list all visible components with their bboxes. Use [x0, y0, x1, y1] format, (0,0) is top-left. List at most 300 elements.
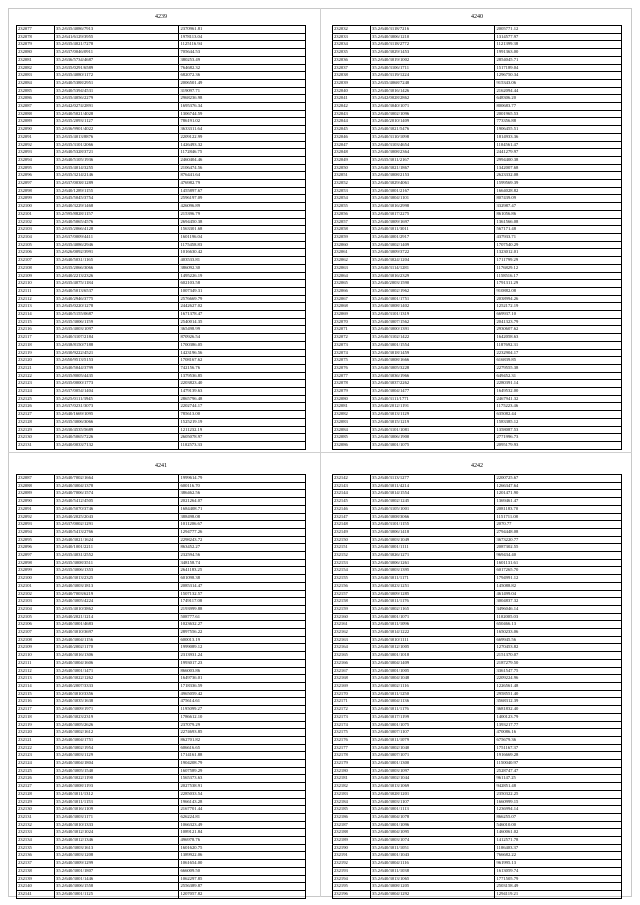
table-row [17, 775, 306, 783]
table-row [333, 790, 622, 798]
row-id-cell: 232106 [17, 249, 55, 257]
code-cell: 35.2/640/3003/1107 [371, 798, 495, 806]
table-row [333, 806, 622, 814]
row-id-cell: 232069 [333, 311, 371, 319]
code-cell: 35.2/640/3113/1277 [371, 475, 495, 483]
table-row [17, 760, 306, 768]
table-row [333, 721, 622, 729]
code-cell: 35.2/640/3016/2329 [371, 272, 495, 280]
row-id-cell: 232109 [17, 272, 55, 280]
table-row [17, 272, 306, 280]
code-cell: 35.2/640/5013/6537 [55, 287, 179, 295]
amount-cell: 1460061.02 [495, 829, 622, 837]
code-cell: 35.2/640/3004/1116 [371, 860, 495, 868]
amount-cell: 2623332.08 [495, 172, 622, 180]
quadrant-title: 4242 [471, 463, 483, 469]
table-row [333, 334, 622, 342]
amount-cell: 1906455.51 [495, 126, 622, 134]
table-row [333, 241, 622, 249]
row-id-cell: 232090 [17, 126, 55, 134]
table-row [333, 706, 622, 714]
code-cell: 35.2/595/8828/1157 [55, 210, 179, 218]
amount-cell: 1583385.12 [495, 418, 622, 426]
amount-cell: 666009.50 [179, 867, 306, 875]
row-id-cell: 232154 [333, 567, 371, 575]
row-id-cell: 232035 [333, 49, 371, 57]
row-id-cell: 232117 [17, 334, 55, 342]
table-row [17, 280, 306, 288]
row-id-cell: 232103 [17, 226, 55, 234]
code-cell: 35.2/640/3040/1071 [371, 103, 495, 111]
row-id-cell: 232039 [333, 79, 371, 87]
code-cell: 35.2/640/3003/1049 [371, 536, 495, 544]
table-row [333, 210, 622, 218]
code-cell: 35.2/640/2010/1409 [371, 118, 495, 126]
code-cell: 35.2/635/3011/2167 [371, 156, 495, 164]
quadrant-title: 4241 [155, 463, 167, 469]
row-id-cell: 232093 [17, 521, 55, 529]
table-row [17, 644, 306, 652]
table-row [333, 141, 622, 149]
amount-cell: 1061654.00 [179, 860, 306, 868]
table-row [17, 567, 306, 575]
code-cell: 35.2/640/3012/1346 [55, 837, 179, 845]
row-id-cell: 232078 [17, 33, 55, 41]
code-cell: 35.2/640/3011/1312 [55, 790, 179, 798]
row-id-cell: 232083 [333, 418, 371, 426]
row-id-cell: 232136 [17, 852, 55, 860]
amount-cell: 1601620.75 [179, 844, 306, 852]
code-cell: 35.2/640/3008/1193 [55, 783, 179, 791]
row-id-cell: 232131 [17, 441, 55, 449]
row-id-cell: 232105 [17, 241, 55, 249]
table-row [17, 752, 306, 760]
row-id-cell: 232178 [333, 752, 371, 760]
row-id-cell: 232102 [17, 218, 55, 226]
amount-cell: 215396.79 [179, 210, 306, 218]
code-cell: 35.2/640/3007/1107 [371, 729, 495, 737]
code-cell: 35.2/640/5031/1165 [55, 257, 179, 265]
amount-cell: 1642058.63 [495, 334, 622, 342]
row-id-cell: 232082 [17, 64, 55, 72]
code-cell: 35.2/640/7006/1574 [55, 490, 179, 498]
amount-cell: 546010.00 [495, 821, 622, 829]
row-id-cell: 232144 [333, 490, 371, 498]
row-id-cell: 232141 [17, 890, 55, 898]
row-id-cell: 232123 [17, 380, 55, 388]
code-cell: 35.2/640/3004/1101 [371, 195, 495, 203]
row-id-cell: 232042 [333, 103, 371, 111]
table-row [17, 528, 306, 536]
table-row [333, 875, 622, 883]
amount-cell: 380253.49 [179, 56, 306, 64]
code-cell: 35.2/640/3004/1048 [371, 675, 495, 683]
amount-cell: 2285033.54 [179, 790, 306, 798]
amount-cell: 1104561.47 [495, 141, 622, 149]
code-cell: 35.2/640/3003/1613 [55, 844, 179, 852]
row-id-cell: 232128 [17, 790, 55, 798]
code-cell: 35.2/637/0054/1404 [55, 388, 179, 396]
table-row [17, 64, 306, 72]
row-id-cell: 232089 [17, 118, 55, 126]
code-cell: 35.2/640/3001/1018 [371, 652, 495, 660]
row-id-cell: 232096 [17, 172, 55, 180]
amount-cell: 1507132.57 [179, 590, 306, 598]
table-row [17, 441, 306, 449]
row-id-cell: 232192 [333, 860, 371, 868]
code-cell: 35.2/640/3118/2772 [371, 41, 495, 49]
amount-cell: 1379536.85 [179, 372, 306, 380]
code-cell: 35.2/650/9513/5153 [55, 357, 179, 365]
row-id-cell: 232092 [17, 141, 55, 149]
code-cell: 35.2/640/3004/1136 [371, 698, 495, 706]
row-id-cell: 232185 [333, 806, 371, 814]
table-row [17, 821, 306, 829]
row-id-cell: 232164 [333, 644, 371, 652]
amount-cell: 1749117.08 [179, 598, 306, 606]
table-row [333, 380, 622, 388]
table-row [333, 482, 622, 490]
code-cell: 35.2/640/3102/1422 [371, 334, 495, 342]
table-row [17, 195, 306, 203]
table-row [333, 357, 622, 365]
code-cell: 35.2/640/3035/1638 [55, 698, 179, 706]
table-row [17, 203, 306, 211]
table-row [17, 210, 306, 218]
row-id-cell: 232130 [17, 434, 55, 442]
row-id-cell: 232130 [17, 806, 55, 814]
row-id-cell: 232157 [333, 590, 371, 598]
code-cell: 35.2/640/3003/1074 [371, 837, 495, 845]
row-id-cell: 232122 [17, 372, 55, 380]
table-row [333, 156, 622, 164]
code-cell: 35.2/640/3001/1113 [371, 806, 495, 814]
table-row [17, 434, 306, 442]
amount-cell: 635082.44 [495, 411, 622, 419]
row-id-cell: 232193 [333, 867, 371, 875]
row-id-cell: 232195 [333, 883, 371, 891]
code-cell: 35.2/635/4014/3255 [55, 164, 179, 172]
table-row [333, 552, 622, 560]
row-id-cell: 232112 [17, 295, 55, 303]
table-row [17, 126, 306, 134]
code-cell: 35.2/640/1669/1095 [55, 411, 179, 419]
table-row [17, 156, 306, 164]
code-cell: 35.2/635/4010/3862 [55, 605, 179, 613]
row-id-cell: 232102 [17, 590, 55, 598]
table-row [17, 729, 306, 737]
amount-cell: 1296750.34 [495, 72, 622, 80]
code-cell: 35.2/640/2946/3775 [55, 295, 179, 303]
code-cell: 35.2/640/3014/1554 [371, 490, 495, 498]
row-id-cell: 232166 [333, 659, 371, 667]
amount-cell: 1121399.38 [495, 41, 622, 49]
code-cell: 35.2/640/3017/1199 [371, 713, 495, 721]
row-id-cell: 232108 [17, 636, 55, 644]
code-cell: 35.2/640/5065/4576 [55, 218, 179, 226]
table-row [333, 180, 622, 188]
table-row [17, 418, 306, 426]
code-cell: 35.2/640/3011/3011 [371, 226, 495, 234]
table-row [17, 26, 306, 34]
table-row [17, 364, 306, 372]
amount-cell: 1495226.19 [179, 272, 306, 280]
amount-cell: 1389922.06 [179, 852, 306, 860]
amount-cell: 1991363.00 [495, 49, 622, 57]
code-cell: 35.2/640/3004/1095 [371, 829, 495, 837]
amount-cell: 2441279.97 [495, 149, 622, 157]
code-cell: 35.2/640/3012/1005 [371, 644, 495, 652]
amount-cell: 232594.56 [179, 552, 306, 560]
code-cell: 35.2/640/3011/1079 [371, 736, 495, 744]
row-id-cell: 232128 [17, 418, 55, 426]
table-row [333, 411, 622, 419]
amount-cell: 1158516.17 [495, 272, 622, 280]
table-row [17, 513, 306, 521]
amount-cell: 764682.32 [179, 64, 306, 72]
amount-cell: 2070.77 [495, 521, 622, 529]
amount-cell: 3568312.39 [495, 698, 622, 706]
row-id-cell: 232119 [17, 721, 55, 729]
quadrant-bottom-right [328, 462, 626, 899]
data-table [16, 474, 306, 899]
row-id-cell: 232131 [17, 813, 55, 821]
table-row [333, 621, 622, 629]
amount-cell: 2794448.08 [495, 528, 622, 536]
amount-cell: 2968236.98 [179, 95, 306, 103]
row-id-cell: 232080 [333, 395, 371, 403]
amount-cell: 2442627.02 [179, 303, 306, 311]
table-row [17, 590, 306, 598]
code-cell: 35.2/640/3111/1771 [371, 395, 495, 403]
code-cell: 35.2/640/3103/4654 [371, 141, 495, 149]
amount-cell: 1565373.63 [179, 775, 306, 783]
table-row [17, 559, 306, 567]
row-id-cell: 232177 [333, 744, 371, 752]
row-id-cell: 232101 [17, 582, 55, 590]
code-cell: 35.2/640/3004/1409 [371, 659, 495, 667]
table-row [333, 434, 622, 442]
amount-cell: 2313931.24 [179, 652, 306, 660]
amount-cell: 1393217.77 [495, 721, 622, 729]
code-cell: 35.2/640/5044/3799 [55, 364, 179, 372]
amount-cell: 682072.36 [179, 72, 306, 80]
amount-cell: 866003.86 [179, 667, 306, 675]
amount-cell: 1708167.62 [179, 357, 306, 365]
amount-cell: 1361566.08 [495, 218, 622, 226]
row-id-cell: 232038 [333, 72, 371, 80]
row-id-cell: 232034 [333, 41, 371, 49]
code-cell: 35.2/640/3001/1807 [55, 867, 179, 875]
code-cell: 35.2/640/3009/1697 [371, 218, 495, 226]
row-id-cell: 232099 [17, 567, 55, 575]
amount-cell: 1294119.21 [495, 890, 622, 898]
row-id-cell: 232104 [17, 605, 55, 613]
amount-cell: 1771505.79 [495, 875, 622, 883]
code-cell: 35.2/635/4068/7248 [371, 79, 495, 87]
table-row [333, 326, 622, 334]
code-cell: 35.2/640/3005/3228 [371, 364, 495, 372]
table-row [17, 295, 306, 303]
amount-cell: 1999089.12 [179, 644, 306, 652]
table-row [333, 395, 622, 403]
table-row [333, 783, 622, 791]
row-id-cell: 232079 [17, 41, 55, 49]
code-cell: 35.2/640/3023/2319 [55, 713, 179, 721]
amount-cell: 388498.08 [179, 513, 306, 521]
table-row [333, 752, 622, 760]
code-cell: 35.2/640/3009/1971 [55, 706, 179, 714]
amount-cell: 600116.70 [179, 482, 306, 490]
table-row [333, 218, 622, 226]
row-id-cell: 232061 [333, 249, 371, 257]
row-id-cell: 232107 [17, 257, 55, 265]
row-id-cell: 232151 [333, 544, 371, 552]
amount-cell: 1151711.08 [495, 513, 622, 521]
code-cell: 35.2/640/3002/1245 [371, 498, 495, 506]
amount-cell: 600013.19 [179, 636, 306, 644]
code-cell: 35.2/635/3101/2066 [55, 141, 179, 149]
amount-cell: 496978.76 [179, 837, 306, 845]
row-id-cell: 232188 [333, 829, 371, 837]
code-cell: 35.2/640/5021/4028 [55, 110, 179, 118]
code-cell: 35.2/640/3001/1075 [371, 721, 495, 729]
amount-cell: 567171.48 [495, 226, 622, 234]
amount-cell: 2865796.48 [179, 395, 306, 403]
code-cell: 35.2/640/3012/1024 [55, 829, 179, 837]
table-row [17, 334, 306, 342]
amount-cell: 1172846.75 [179, 149, 306, 157]
code-cell: 35.2/640/3022/1190 [55, 775, 179, 783]
code-cell: 35.2/640/3011/1250 [371, 690, 495, 698]
row-id-cell: 232076 [333, 364, 371, 372]
code-cell: 35.2/640/3101/1081 [371, 426, 495, 434]
code-cell: 35.2/640/3001/2167 [371, 187, 495, 195]
table-row [333, 890, 622, 898]
code-cell: 35.2/640/3004/1078 [371, 813, 495, 821]
table-row [333, 64, 622, 72]
row-id-cell: 232174 [333, 721, 371, 729]
amount-cell: 1211232.19 [179, 426, 306, 434]
amount-cell: 1916669.28 [495, 752, 622, 760]
row-id-cell: 232074 [333, 349, 371, 357]
amount-cell: 2605078.97 [179, 434, 306, 442]
amount-cell: 2350322.25 [495, 790, 622, 798]
code-cell: 35.2/640/5070/3746 [55, 505, 179, 513]
amount-cell: 1175458.83 [179, 241, 306, 249]
table-row [333, 257, 622, 265]
amount-cell: 786191.02 [179, 118, 306, 126]
amount-cell: 2279555.38 [495, 364, 622, 372]
code-cell: 35.2/635/3006/3066 [55, 418, 179, 426]
table-row [333, 644, 622, 652]
amount-cell: 742156.76 [179, 364, 306, 372]
amount-cell: 1700386.05 [179, 341, 306, 349]
row-id-cell: 232096 [17, 544, 55, 552]
amount-cell: 626224.81 [179, 813, 306, 821]
code-cell: 35.2/640/2002/1170 [55, 644, 179, 652]
code-cell: 35.2/640/0033/7132 [55, 441, 179, 449]
table-row [333, 659, 622, 667]
row-id-cell: 232085 [17, 87, 55, 95]
amount-cell: 319097.71 [179, 87, 306, 95]
table-row [17, 629, 306, 637]
code-cell: 35.2/640/3011/1038 [371, 867, 495, 875]
row-id-cell: 232184 [333, 798, 371, 806]
table-row [17, 41, 306, 49]
amount-cell: 1102005.03 [495, 613, 622, 621]
row-id-cell: 232118 [17, 341, 55, 349]
table-row [333, 475, 622, 483]
table-row [333, 41, 622, 49]
code-cell: 35.2/640/3003/1813 [55, 582, 179, 590]
amount-cell: 766682.22 [495, 852, 622, 860]
table-row [333, 303, 622, 311]
amount-cell: 2193999.88 [179, 605, 306, 613]
amount-cell: 1323012.01 [495, 249, 622, 257]
amount-cell: 601098.38 [179, 575, 306, 583]
code-cell: 35.2/626/0092/3991 [55, 249, 179, 257]
table-row [17, 180, 306, 188]
row-id-cell: 232183 [333, 790, 371, 798]
amount-cell: 2556389.87 [179, 883, 306, 891]
amount-cell: 961995.13 [495, 860, 622, 868]
table-row [333, 867, 622, 875]
code-cell: 35.2/636/9901/4022 [55, 126, 179, 134]
amount-cell: 863452.27 [179, 544, 306, 552]
table-row [17, 303, 306, 311]
table-row [333, 844, 622, 852]
row-id-cell: 232111 [17, 287, 55, 295]
code-cell: 35.2/640/3021/1624 [55, 536, 179, 544]
row-id-cell: 232103 [17, 598, 55, 606]
code-cell: 35.2/637/0038/1289 [55, 180, 179, 188]
table-row [333, 233, 622, 241]
table-row [17, 490, 306, 498]
table-row [333, 311, 622, 319]
amount-cell: 1369461.47 [495, 498, 622, 506]
row-id-cell: 232105 [17, 613, 55, 621]
row-id-cell: 232072 [333, 334, 371, 342]
row-id-cell: 232181 [333, 775, 371, 783]
row-id-cell: 232084 [17, 79, 55, 87]
table-row [333, 590, 622, 598]
amount-cell: 1150040.97 [495, 760, 622, 768]
row-id-cell: 232055 [333, 203, 371, 211]
code-cell: 35.2/640/3105/1001 [371, 505, 495, 513]
row-id-cell: 232041 [333, 95, 371, 103]
code-cell: 35.2/640/3017/2275 [371, 210, 495, 218]
table-row [17, 806, 306, 814]
code-cell: 35.2/635/2066/4128 [55, 226, 179, 234]
code-cell: 35.2/635/3006/1159 [55, 318, 179, 326]
code-cell: 35.2/637/0231/3073 [55, 403, 179, 411]
row-id-cell: 232118 [17, 713, 55, 721]
code-cell: 35.2/640/3004/1477 [371, 388, 495, 396]
amount-cell: 1751167.37 [495, 744, 622, 752]
amount-cell: 1794991.12 [495, 575, 622, 583]
amount-cell: 1066323.49 [179, 821, 306, 829]
amount-cell: 1649532.00 [495, 388, 622, 396]
amount-cell: 2958551.40 [495, 690, 622, 698]
table-row [17, 837, 306, 845]
code-cell: 35.2/640/3013/1129 [371, 411, 495, 419]
amount-cell: 2081183.70 [495, 505, 622, 513]
amount-cell: 3004837.32 [495, 598, 622, 606]
amount-cell: 669945.56 [495, 636, 622, 644]
code-cell: 35.2/640/3003/1208 [55, 852, 179, 860]
code-cell: 35.2/640/3009/1299 [55, 860, 179, 868]
